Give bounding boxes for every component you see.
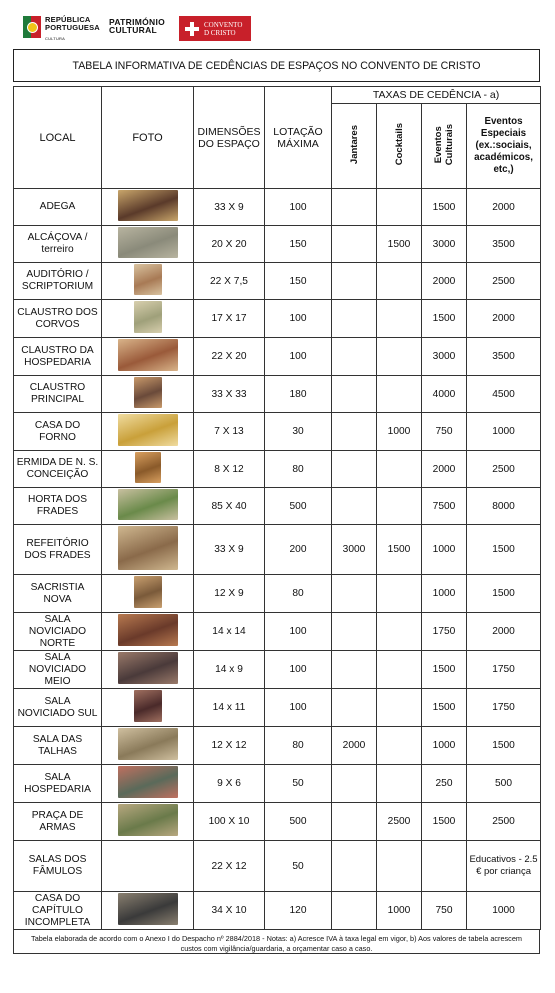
cocktails-cell bbox=[377, 613, 422, 651]
dimension-cell: 100 X 10 bbox=[194, 803, 265, 841]
space-photo bbox=[134, 301, 162, 333]
eventos-culturais-cell: 7500 bbox=[422, 488, 467, 525]
photo-cell bbox=[102, 651, 194, 689]
header-foto: FOTO bbox=[102, 87, 194, 189]
photo-cell bbox=[102, 413, 194, 451]
capacity-cell: 100 bbox=[265, 613, 332, 651]
photo-cell bbox=[102, 803, 194, 841]
patrimonio-line2: CULTURAL bbox=[109, 25, 158, 35]
capacity-cell: 150 bbox=[265, 226, 332, 263]
eventos-culturais-cell: 3000 bbox=[422, 338, 467, 376]
header-jantares bbox=[332, 104, 377, 189]
patrimonio-line1: PATRIMÓNIO bbox=[109, 17, 166, 27]
cocktails-cell: 1500 bbox=[377, 226, 422, 263]
space-photo bbox=[134, 377, 162, 408]
space-photo bbox=[118, 728, 178, 760]
dimension-cell: 33 X 33 bbox=[194, 376, 265, 413]
photo-cell bbox=[102, 263, 194, 300]
capacity-cell: 80 bbox=[265, 451, 332, 488]
space-photo bbox=[118, 489, 178, 520]
capacity-cell: 150 bbox=[265, 263, 332, 300]
page-title: TABELA INFORMATIVA DE CEDÊNCIAS DE ESPAÇOS NO CONVENTO DE CRISTO bbox=[13, 49, 540, 82]
cocktails-cell bbox=[377, 765, 422, 803]
space-photo bbox=[118, 227, 178, 258]
jantares-cell bbox=[332, 263, 377, 300]
local-cell: REFEITÓRIO DOS FRADES bbox=[14, 525, 102, 575]
capacity-cell: 50 bbox=[265, 841, 332, 892]
photo-cell bbox=[102, 575, 194, 613]
local-cell: SALAS DOS FÂMULOS bbox=[14, 841, 102, 892]
header-dimensoes: DIMENSÕES DO ESPAÇO bbox=[194, 87, 265, 189]
photo-cell bbox=[102, 727, 194, 765]
local-cell: PRAÇA DE ARMAS bbox=[14, 803, 102, 841]
eventos-especiais-cell: 3500 bbox=[467, 226, 541, 263]
capacity-cell: 200 bbox=[265, 525, 332, 575]
cocktails-cell: 1500 bbox=[377, 525, 422, 575]
eventos-especiais-cell: 4500 bbox=[467, 376, 541, 413]
jantares-cell bbox=[332, 189, 377, 226]
capacity-cell: 180 bbox=[265, 376, 332, 413]
page bbox=[13, 8, 540, 954]
table-row bbox=[14, 803, 541, 841]
table-row bbox=[14, 689, 541, 727]
header-eventos-especiais: Eventos Especiais (ex.:sociais, académicos, etc,) bbox=[467, 104, 541, 189]
republica-portuguesa-logo bbox=[23, 16, 100, 43]
local-cell: CASA DO FORNO bbox=[14, 413, 102, 451]
local-cell: SALA HOSPEDARIA bbox=[14, 765, 102, 803]
table-row bbox=[14, 525, 541, 575]
photo-cell bbox=[102, 765, 194, 803]
eventos-culturais-cell: 3000 bbox=[422, 226, 467, 263]
local-cell: CASA DO CAPÍTULO INCOMPLETA bbox=[14, 892, 102, 930]
jantares-cell bbox=[332, 338, 377, 376]
eventos-especiais-cell: 2000 bbox=[467, 613, 541, 651]
table-row bbox=[14, 892, 541, 930]
photo-cell bbox=[102, 525, 194, 575]
eventos-especiais-cell: 2500 bbox=[467, 803, 541, 841]
jantares-cell bbox=[332, 689, 377, 727]
portugal-flag-icon bbox=[23, 16, 41, 38]
capacity-cell: 100 bbox=[265, 689, 332, 727]
jantares-cell bbox=[332, 651, 377, 689]
jantares-cell bbox=[332, 892, 377, 930]
eventos-especiais-cell: 1000 bbox=[467, 413, 541, 451]
photo-cell bbox=[102, 488, 194, 525]
jantares-cell bbox=[332, 226, 377, 263]
table-row bbox=[14, 226, 541, 263]
local-cell: CLAUSTRO DA HOSPEDARIA bbox=[14, 338, 102, 376]
eventos-culturais-cell: 750 bbox=[422, 892, 467, 930]
eventos-culturais-cell: 1000 bbox=[422, 575, 467, 613]
capacity-cell: 100 bbox=[265, 300, 332, 338]
space-photo bbox=[134, 264, 162, 295]
capacity-cell: 500 bbox=[265, 803, 332, 841]
convento-line2: D CRISTO bbox=[204, 28, 236, 37]
jantares-cell bbox=[332, 613, 377, 651]
dimension-cell: 22 X 7,5 bbox=[194, 263, 265, 300]
spaces-table bbox=[13, 86, 541, 930]
photo-cell bbox=[102, 338, 194, 376]
dimension-cell: 33 X 9 bbox=[194, 525, 265, 575]
space-photo bbox=[118, 190, 178, 221]
capacity-cell: 120 bbox=[265, 892, 332, 930]
cross-icon bbox=[184, 21, 200, 37]
capacity-cell: 50 bbox=[265, 765, 332, 803]
footer-notes: Tabela elaborada de acordo com o Anexo I do Despacho nº 2884/2018 - Notas: a) Acresce IVA à taxa legal em vigor, b) Aos valores de tabela acrescem custos com vigilância/guardaria, a orçamentar caso a caso. bbox=[13, 930, 540, 954]
dimension-cell: 17 X 17 bbox=[194, 300, 265, 338]
photo-cell bbox=[102, 613, 194, 651]
local-cell: SALA NOVICIADO NORTE bbox=[14, 613, 102, 651]
jantares-cell bbox=[332, 451, 377, 488]
photo-cell bbox=[102, 841, 194, 892]
table-row bbox=[14, 189, 541, 226]
republica-line1: REPÚBLICA bbox=[45, 15, 91, 24]
jantares-cell bbox=[332, 300, 377, 338]
convento-line1: CONVENTO bbox=[204, 20, 243, 29]
local-cell: AUDITÓRIO / SCRIPTORIUM bbox=[14, 263, 102, 300]
jantares-cell bbox=[332, 765, 377, 803]
cocktails-cell bbox=[377, 651, 422, 689]
photo-cell bbox=[102, 300, 194, 338]
republica-line2: PORTUGUESA bbox=[45, 23, 100, 32]
jantares-cell bbox=[332, 376, 377, 413]
cocktails-cell bbox=[377, 263, 422, 300]
photo-cell bbox=[102, 689, 194, 727]
capacity-cell: 100 bbox=[265, 651, 332, 689]
capacity-cell: 80 bbox=[265, 575, 332, 613]
local-cell: SALA NOVICIADO SUL bbox=[14, 689, 102, 727]
space-photo bbox=[118, 414, 178, 446]
eventos-culturais-cell: 1500 bbox=[422, 651, 467, 689]
jantares-cell: 2000 bbox=[332, 727, 377, 765]
eventos-especiais-cell: 2500 bbox=[467, 451, 541, 488]
local-cell: CLAUSTRO PRINCIPAL bbox=[14, 376, 102, 413]
local-cell: ADEGA bbox=[14, 189, 102, 226]
header-cocktails bbox=[377, 104, 422, 189]
cocktails-cell bbox=[377, 300, 422, 338]
cocktails-cell bbox=[377, 338, 422, 376]
capacity-cell: 100 bbox=[265, 189, 332, 226]
cocktails-cell bbox=[377, 376, 422, 413]
eventos-culturais-cell: 1000 bbox=[422, 727, 467, 765]
local-cell: ERMIDA DE N. S. CONCEIÇÃO bbox=[14, 451, 102, 488]
capacity-cell: 100 bbox=[265, 338, 332, 376]
jantares-label: Jantares bbox=[348, 124, 360, 165]
jantares-cell bbox=[332, 803, 377, 841]
eventos-especiais-cell: 3500 bbox=[467, 338, 541, 376]
eventos-especiais-cell: 1750 bbox=[467, 689, 541, 727]
header-eventos-culturais bbox=[422, 104, 467, 189]
eventos-especiais-cell: 1500 bbox=[467, 727, 541, 765]
table-row bbox=[14, 841, 541, 892]
dimension-cell: 85 X 40 bbox=[194, 488, 265, 525]
eventos-especiais-cell: 2000 bbox=[467, 189, 541, 226]
eventos-especiais-cell: 1500 bbox=[467, 525, 541, 575]
convento-cristo-logo bbox=[179, 16, 251, 41]
cocktails-cell: 2500 bbox=[377, 803, 422, 841]
eventos-culturais-cell: 1500 bbox=[422, 300, 467, 338]
header-lotacao: LOTAÇÃO MÁXIMA bbox=[265, 87, 332, 189]
eventos-especiais-cell: 1500 bbox=[467, 575, 541, 613]
eventos-culturais-cell: 1500 bbox=[422, 803, 467, 841]
space-photo bbox=[118, 526, 178, 570]
table-row bbox=[14, 488, 541, 525]
dimension-cell: 34 X 10 bbox=[194, 892, 265, 930]
local-cell: HORTA DOS FRADES bbox=[14, 488, 102, 525]
local-cell: SALA NOVICIADO MEIO bbox=[14, 651, 102, 689]
dimension-cell: 12 X 12 bbox=[194, 727, 265, 765]
eventos-especiais-cell: 2500 bbox=[467, 263, 541, 300]
photo-cell bbox=[102, 189, 194, 226]
cocktails-cell bbox=[377, 575, 422, 613]
capacity-cell: 30 bbox=[265, 413, 332, 451]
cocktails-label: Cocktails bbox=[393, 123, 405, 166]
table-row bbox=[14, 575, 541, 613]
cocktails-cell bbox=[377, 488, 422, 525]
jantares-cell bbox=[332, 575, 377, 613]
table-row bbox=[14, 263, 541, 300]
photo-cell bbox=[102, 226, 194, 263]
cocktails-cell bbox=[377, 189, 422, 226]
jantares-cell bbox=[332, 413, 377, 451]
space-photo bbox=[118, 804, 178, 836]
eventos-culturais-cell: 2000 bbox=[422, 451, 467, 488]
eventos-especiais-cell: 2000 bbox=[467, 300, 541, 338]
local-cell: ALCÁÇOVA / terreiro bbox=[14, 226, 102, 263]
eventos-culturais-cell: 1000 bbox=[422, 525, 467, 575]
local-cell: SACRISTIA NOVA bbox=[14, 575, 102, 613]
eventos-culturais-cell: 1750 bbox=[422, 613, 467, 651]
dimension-cell: 14 x 14 bbox=[194, 613, 265, 651]
dimension-cell: 9 X 6 bbox=[194, 765, 265, 803]
space-photo bbox=[118, 893, 178, 925]
space-photo bbox=[135, 452, 161, 483]
cocktails-cell bbox=[377, 689, 422, 727]
table-row bbox=[14, 300, 541, 338]
dimension-cell: 22 X 20 bbox=[194, 338, 265, 376]
header-local: LOCAL bbox=[14, 87, 102, 189]
capacity-cell: 500 bbox=[265, 488, 332, 525]
patrimonio-cultural-logo bbox=[109, 18, 165, 40]
space-photo bbox=[118, 652, 178, 684]
table-row bbox=[14, 651, 541, 689]
republica-sub: CULTURA bbox=[45, 36, 65, 41]
space-photo bbox=[118, 614, 178, 646]
photo-cell bbox=[102, 376, 194, 413]
jantares-cell: 3000 bbox=[332, 525, 377, 575]
cocktails-cell: 1000 bbox=[377, 413, 422, 451]
space-photo bbox=[118, 339, 178, 371]
eventos-culturais-label: Eventos Culturais bbox=[433, 123, 455, 166]
dimension-cell: 22 X 12 bbox=[194, 841, 265, 892]
table-row bbox=[14, 413, 541, 451]
cocktails-cell: 1000 bbox=[377, 892, 422, 930]
table-row bbox=[14, 727, 541, 765]
eventos-culturais-cell: 4000 bbox=[422, 376, 467, 413]
eventos-culturais-cell: 250 bbox=[422, 765, 467, 803]
space-photo bbox=[118, 766, 178, 798]
eventos-culturais-cell: 1500 bbox=[422, 189, 467, 226]
jantares-cell bbox=[332, 841, 377, 892]
table-row bbox=[14, 613, 541, 651]
cocktails-cell bbox=[377, 841, 422, 892]
header-taxas: TAXAS DE CEDÊNCIA - a) bbox=[332, 87, 541, 104]
local-cell: SALA DAS TALHAS bbox=[14, 727, 102, 765]
dimension-cell: 8 X 12 bbox=[194, 451, 265, 488]
header-logos bbox=[13, 8, 540, 48]
table-row bbox=[14, 376, 541, 413]
dimension-cell: 14 x 11 bbox=[194, 689, 265, 727]
eventos-culturais-cell bbox=[422, 841, 467, 892]
local-cell: CLAUSTRO DOS CORVOS bbox=[14, 300, 102, 338]
eventos-culturais-cell: 750 bbox=[422, 413, 467, 451]
eventos-especiais-cell: Educativos - 2.5 € por criança bbox=[467, 841, 541, 892]
eventos-especiais-cell: 1000 bbox=[467, 892, 541, 930]
dimension-cell: 20 X 20 bbox=[194, 226, 265, 263]
eventos-especiais-cell: 500 bbox=[467, 765, 541, 803]
eventos-especiais-cell: 1750 bbox=[467, 651, 541, 689]
space-photo bbox=[134, 690, 162, 722]
photo-cell bbox=[102, 892, 194, 930]
photo-cell bbox=[102, 451, 194, 488]
dimension-cell: 14 x 9 bbox=[194, 651, 265, 689]
eventos-especiais-cell: 8000 bbox=[467, 488, 541, 525]
dimension-cell: 33 X 9 bbox=[194, 189, 265, 226]
dimension-cell: 12 X 9 bbox=[194, 575, 265, 613]
jantares-cell bbox=[332, 488, 377, 525]
cocktails-cell bbox=[377, 451, 422, 488]
eventos-culturais-cell: 1500 bbox=[422, 689, 467, 727]
table-body bbox=[14, 189, 541, 930]
space-photo bbox=[134, 576, 162, 608]
table-row bbox=[14, 765, 541, 803]
table-row bbox=[14, 338, 541, 376]
cocktails-cell bbox=[377, 727, 422, 765]
dimension-cell: 7 X 13 bbox=[194, 413, 265, 451]
eventos-culturais-cell: 2000 bbox=[422, 263, 467, 300]
table-row bbox=[14, 451, 541, 488]
capacity-cell: 80 bbox=[265, 727, 332, 765]
